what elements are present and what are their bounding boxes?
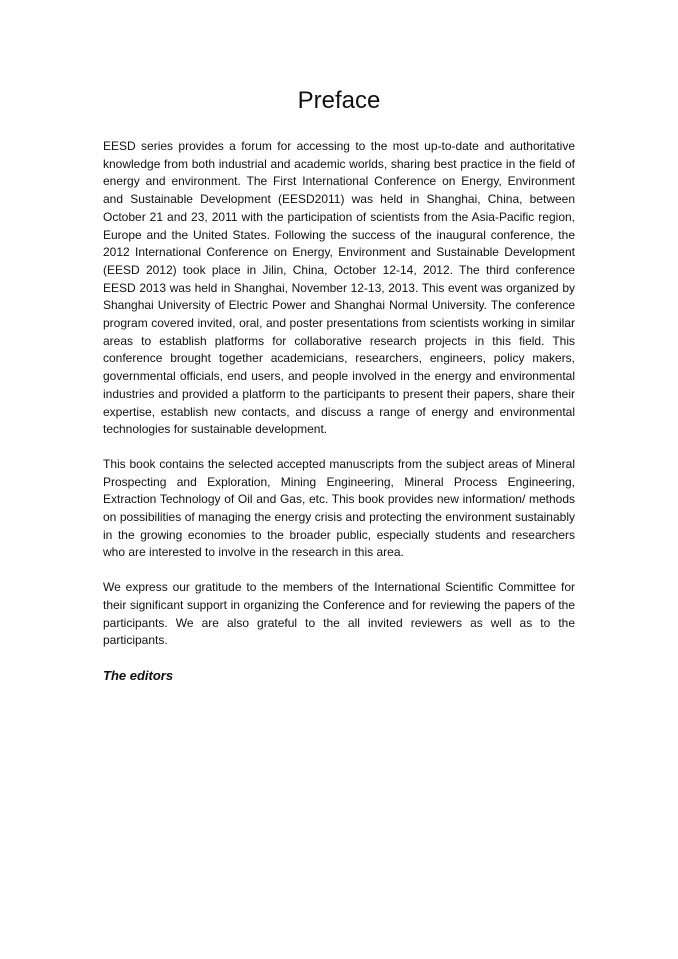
paragraph-conference-history: EESD series provides a forum for accessing to the most up-to-date and authoritative knowledge from both industrial and academic worlds, sharing best practice in the field of energy and environment. The First International Conference on Energy, Environment and Sustainable Development (EESD2011) was held in Shanghai, China, between October 21 and 23, 2011 with the participation of scientists from the Asia-Pacific region, Europe and the United States. Following the success of the inaugural conference, the 2012 International Conference on Energy, Environment and Sustainable Development (EESD 2012) took place in Jilin, China, October 12-14, 2012. The third conference EESD 2013 was held in Shanghai, November 12-13, 2013. This event was organized by Shanghai University of Electric Power and Shanghai Normal University. The conference program covered invited, oral, and poster presentations from scientists working in similar areas to establish platforms for collaborative research projects in this field. This conference brought together academicians, researchers, engineers, policy makers, governmental officials, end users, and people involved in the energy and environmental industries and provided a platform to the participants to present their papers, share their expertise, establish new contacts, and discuss a range of energy and environmental technologies for sustainable development. xyxy=(103,139,575,437)
paragraph-acknowledgements: We express our gratitude to the members of the International Scientific Committee for their significant support in organizing the Conference and for reviewing the papers of the participants. We are also grateful to the all invited reviewers as well as to the participants. xyxy=(103,580,575,648)
editors-signature: The editors xyxy=(103,667,174,683)
page-title: Preface xyxy=(297,87,381,114)
document-page xyxy=(103,82,575,685)
paragraph-book-contents: This book contains the selected accepted manuscripts from the subject areas of Mineral Prospecting and Exploration, Mining Engineering, Mineral Process Engineering, Extraction Technology of Oil and Gas, etc. This book provides new information/ methods on possibilities of managing the energy crisis and protecting the environment sustainably in the growing economies to the broader public, especially students and researchers who are interested to involve in the research in this area. xyxy=(103,456,575,560)
